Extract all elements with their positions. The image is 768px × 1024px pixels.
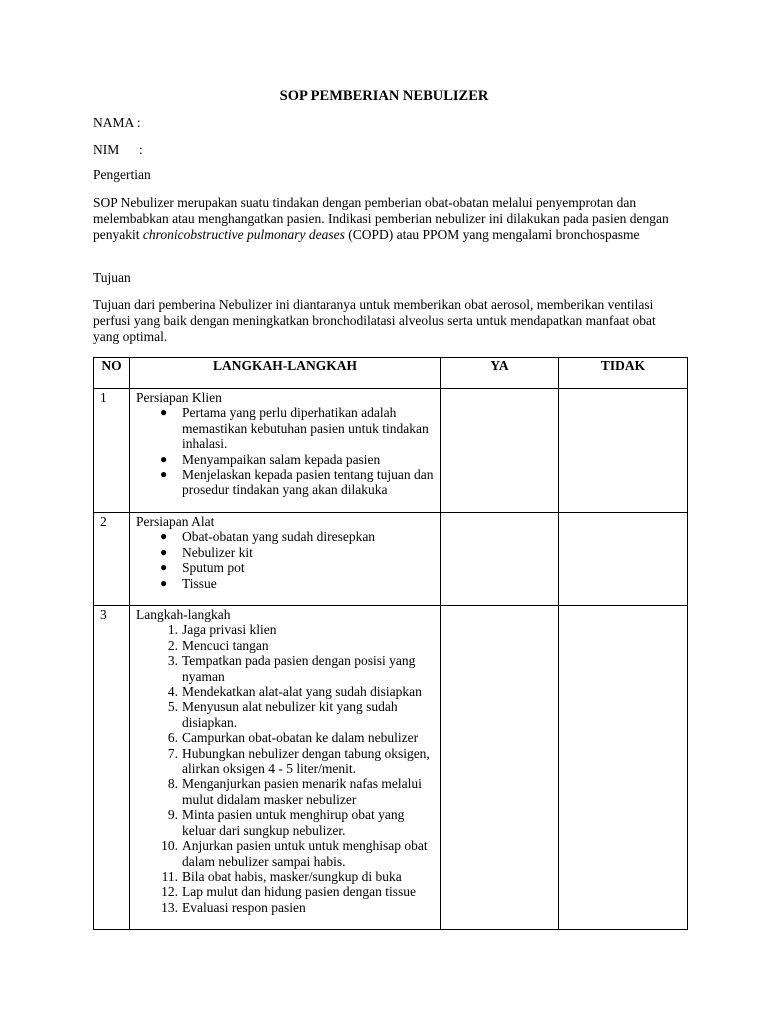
bullet-icon: ● (160, 560, 168, 575)
list-item-text: Tempatkan pada pasien dengan posisi yang nyaman (182, 653, 416, 684)
list-item (136, 699, 440, 730)
section-title: Langkah-langkah (136, 607, 231, 622)
list-item (136, 467, 440, 498)
bullet-list (136, 529, 440, 591)
list-item-number: 1. (167, 622, 178, 638)
list-item (136, 545, 440, 560)
pengertian-text-part1: SOP Nebulizer merupakan suatu tindakan dengan pemberian obat-obatan melalui penyemprotan dan melembabkan atau menghangatkan pasien. Indikasi pemberian nebulizer ini dilakukan pada pasien dengan penyakit (93, 195, 669, 242)
numbered-list (136, 622, 440, 915)
list-item-number: 4. (167, 684, 178, 700)
tujuan-paragraph: Tujuan dari pemberina Nebulizer ini diantaranya untuk memberikan obat aerosol, memberikan ventilasi perfusi yang baik dengan meningkatkan bronchodilatasi alveolus serta untuk mendapatkan manfaat obat yang optimal. (93, 297, 656, 344)
list-item-text: Hubungkan nebulizer dengan tabung oksigen, alirkan oksigen 4 - 5 liter/menit. (182, 745, 430, 777)
bullet-icon: ● (160, 451, 168, 466)
list-item-text: Menyampaikan salam kepada pasien (182, 451, 381, 467)
document-title: SOP PEMBERIAN NEBULIZER (279, 88, 489, 104)
pengertian-heading: Pengertian (93, 167, 151, 182)
list-item-number: 3. (167, 653, 178, 669)
list-item-text: Evaluasi respon pasien (182, 899, 306, 915)
list-item (136, 884, 440, 899)
table-row (94, 513, 688, 606)
ya-cell (441, 606, 559, 930)
bullet-icon: ● (160, 575, 168, 590)
list-item (136, 900, 440, 915)
list-item-number: 12. (161, 884, 178, 900)
row-number: 2 (94, 513, 130, 606)
bullet-icon: ● (160, 544, 168, 559)
section-title: Persiapan Alat (136, 514, 215, 529)
tidak-cell (559, 389, 688, 513)
ya-cell (441, 389, 559, 513)
tidak-cell (559, 513, 688, 606)
tujuan-heading: Tujuan (93, 270, 131, 285)
list-item-number: 6. (167, 730, 178, 746)
list-item-text: Anjurkan pasien untuk untuk menghisap obat dalam nebulizer sampai habis. (182, 838, 428, 869)
list-item-text: Mencuci tangan (182, 637, 269, 653)
list-item (136, 405, 440, 451)
steps-table (93, 357, 688, 930)
list-item-number: 8. (167, 776, 178, 792)
list-item-text: Campurkan obat-obatan ke dalam nebulizer (182, 730, 419, 746)
list-item (136, 684, 440, 699)
nim-label: NIM (93, 142, 120, 157)
list-item-number: 11. (161, 868, 178, 884)
row-number: 3 (94, 606, 130, 930)
pengertian-text-part2: (COPD) atau PPOM yang mengalami bronchospasme (344, 227, 640, 242)
bullet-icon: ● (160, 405, 168, 420)
list-item-text: Mendekatkan alat-alat yang sudah disiapkan (182, 684, 422, 700)
pengertian-italic-term: chronicobstructive pulmonary deases (142, 227, 345, 242)
ya-cell (441, 513, 559, 606)
list-item (136, 622, 440, 637)
row-steps (130, 606, 441, 930)
row-steps (130, 389, 441, 513)
table-header-row (94, 358, 688, 389)
list-item-text: Bila obat habis, masker/sungkup di buka (182, 868, 402, 884)
list-item-text: Pertama yang perlu diperhatikan adalah memastikan kebutuhan pasien untuk tindakan inhalasi. (182, 405, 429, 452)
pengertian-paragraph (93, 195, 683, 243)
list-item-text: Sputum pot (182, 560, 245, 576)
list-item (136, 452, 440, 467)
nim-field (93, 142, 693, 158)
list-item-text: Menyusun alat nebulizer kit yang sudah disiapkan. (182, 699, 398, 730)
list-item-text: Menjelaskan kepada pasien tentang tujuan dan prosedur tindakan yang akan dilakuka (182, 467, 434, 498)
list-item-number: 10. (161, 838, 178, 854)
list-item-number: 5. (167, 699, 178, 715)
bullet-list (136, 405, 440, 497)
list-item (136, 638, 440, 653)
list-item (136, 776, 440, 807)
list-item-text: Obat-obatan yang sudah diresepkan (182, 529, 376, 545)
list-item-text: Minta pasien untuk menghirup obat yang keluar dari sungkup nebulizer. (182, 807, 405, 838)
list-item-text: Menganjurkan pasien menarik nafas melalui mulut didalam masker nebulizer (182, 776, 422, 807)
list-item (136, 807, 440, 838)
list-item-text: Jaga privasi klien (182, 622, 277, 638)
list-item (136, 746, 440, 777)
list-item (136, 869, 440, 884)
list-item-number: 9. (167, 807, 178, 823)
list-item-number: 7. (167, 745, 178, 761)
row-steps (130, 513, 441, 606)
list-item-number: 13. (161, 899, 178, 915)
list-item-text: Nebulizer kit (182, 544, 253, 560)
list-item (136, 730, 440, 745)
list-item (136, 560, 440, 575)
list-item (136, 576, 440, 591)
bullet-icon: ● (160, 529, 168, 544)
section-title: Persiapan Klien (136, 390, 222, 405)
nim-colon: : (139, 142, 143, 157)
list-item (136, 653, 440, 684)
header-ya: YA (441, 358, 559, 389)
list-item (136, 529, 440, 544)
tidak-cell (559, 606, 688, 930)
header-langkah: LANGKAH-LANGKAH (130, 358, 441, 389)
list-item-number: 2. (167, 637, 178, 653)
nama-field: NAMA : (93, 115, 141, 130)
table-row (94, 389, 688, 513)
list-item-text: Tissue (182, 575, 217, 591)
bullet-icon: ● (160, 467, 168, 482)
header-tidak: TIDAK (559, 358, 688, 389)
list-item (136, 838, 440, 869)
header-no: NO (94, 358, 130, 389)
list-item-text: Lap mulut dan hidung pasien dengan tissue (182, 884, 416, 900)
row-number: 1 (94, 389, 130, 513)
table-row (94, 606, 688, 930)
